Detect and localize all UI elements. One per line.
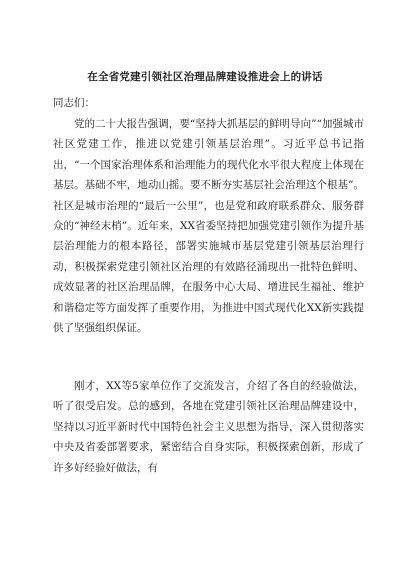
paragraph-1: 党的二十大报告强调，要“坚持大抓基层的鲜明导向”“加强城市社区党建工作，推进以党建引领基层治理”。习近平总书记指出，“一个国家治理体系和治理能力的现代化水平很大程度上体现在基层。基础不牢，地动山摇。要不断夯实基层社会治理这个根基”。社区是城市治理的“最后一公里”，也是党和政府联系群众、服务群众的“神经末梢”。近年来，XX省委坚持把加强党建引领作为提升基层治理能力的根本路径，部署实施城市基层党建引领基层治理行动，积极探索党建引领社区治理的有效路径涌现出一批特色鲜明、成效显著的社区治理品牌，在服务中心大局、增进民生福祉、维护和谐稳定等方面发挥了重要作用，为推进中国式现代化XX新实践提供了坚强组织保证。 — [53, 118, 364, 335]
greeting: 同志们： — [53, 97, 95, 109]
paragraph-2: 刚才，XX等5家单位作了交流发言，介绍了各自的经验做法，听了很受启发。总的感到，各地在党建引领社区治理品牌建设中，坚持以习近平新时代中国特色社会主义思想为指导，深入贯彻落实中央及省委部署要求，紧密结合自身实际，积极探索创新，形成了许多好经验好做法，有 — [53, 380, 364, 474]
speech-title: 在全省党建引领社区治理品牌建设推进会上的讲话 — [87, 71, 323, 83]
